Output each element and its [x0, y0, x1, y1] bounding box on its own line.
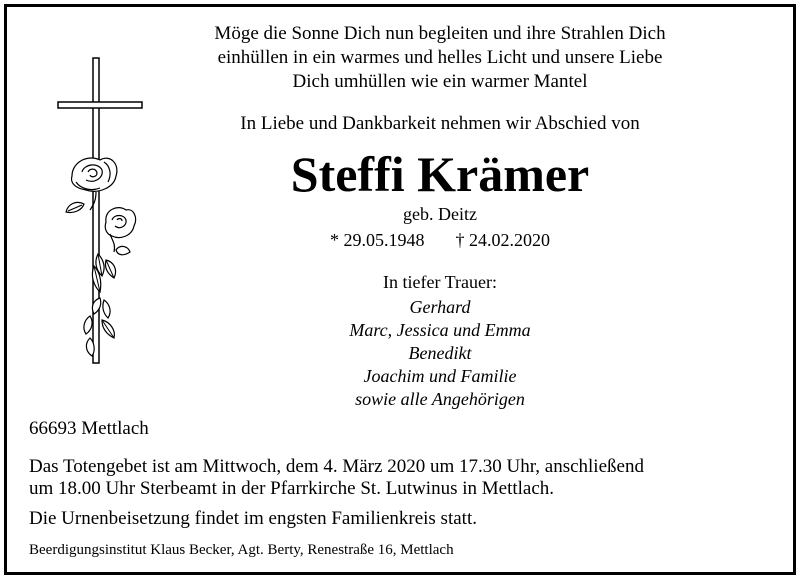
birth-date: * 29.05.1948 [330, 230, 425, 250]
life-dates [0, 229, 800, 251]
poem-line-3: Dich umhüllen wie ein warmer Mantel [292, 71, 588, 92]
mourner-name: Joachim und Familie [363, 366, 517, 386]
mourners-heading: In tiefer Trauer: [383, 272, 497, 292]
mourner-name: Marc, Jessica und Emma [349, 320, 531, 340]
maiden-name: geb. Deitz [403, 204, 477, 224]
service-line-2: um 18.00 Uhr Sterbeamt in der Pfarrkirche St. Lutwinus in Mettlach. [29, 478, 555, 499]
burial-note: Die Urnenbeisetzung findet im engsten Familienkreis statt. [29, 508, 477, 529]
intro-text: In Liebe und Dankbarkeit nehmen wir Abschied von [240, 113, 640, 134]
mourner-name: Benedikt [408, 343, 472, 363]
location: 66693 Mettlach [29, 418, 149, 439]
deceased-name: Steffi Krämer [290, 146, 590, 202]
death-symbol: † [455, 230, 465, 250]
mourner-name: sowie alle Angehörigen [355, 389, 525, 409]
service-line-1: Das Totengebet ist am Mittwoch, dem 4. März 2020 um 17.30 Uhr, anschließend [29, 456, 644, 477]
poem-line-2: einhüllen in ein warmes und helles Licht und unsere Liebe [217, 47, 663, 68]
mourner-name: Gerhard [409, 297, 471, 317]
poem-line-1: Möge die Sonne Dich nun begleiten und ihre Strahlen Dich [214, 23, 666, 44]
death-date: 24.02.2020 [469, 230, 550, 250]
funeral-home: Beerdigungsinstitut Klaus Becker, Agt. Berty, Renestraße 16, Mettlach [29, 542, 454, 558]
